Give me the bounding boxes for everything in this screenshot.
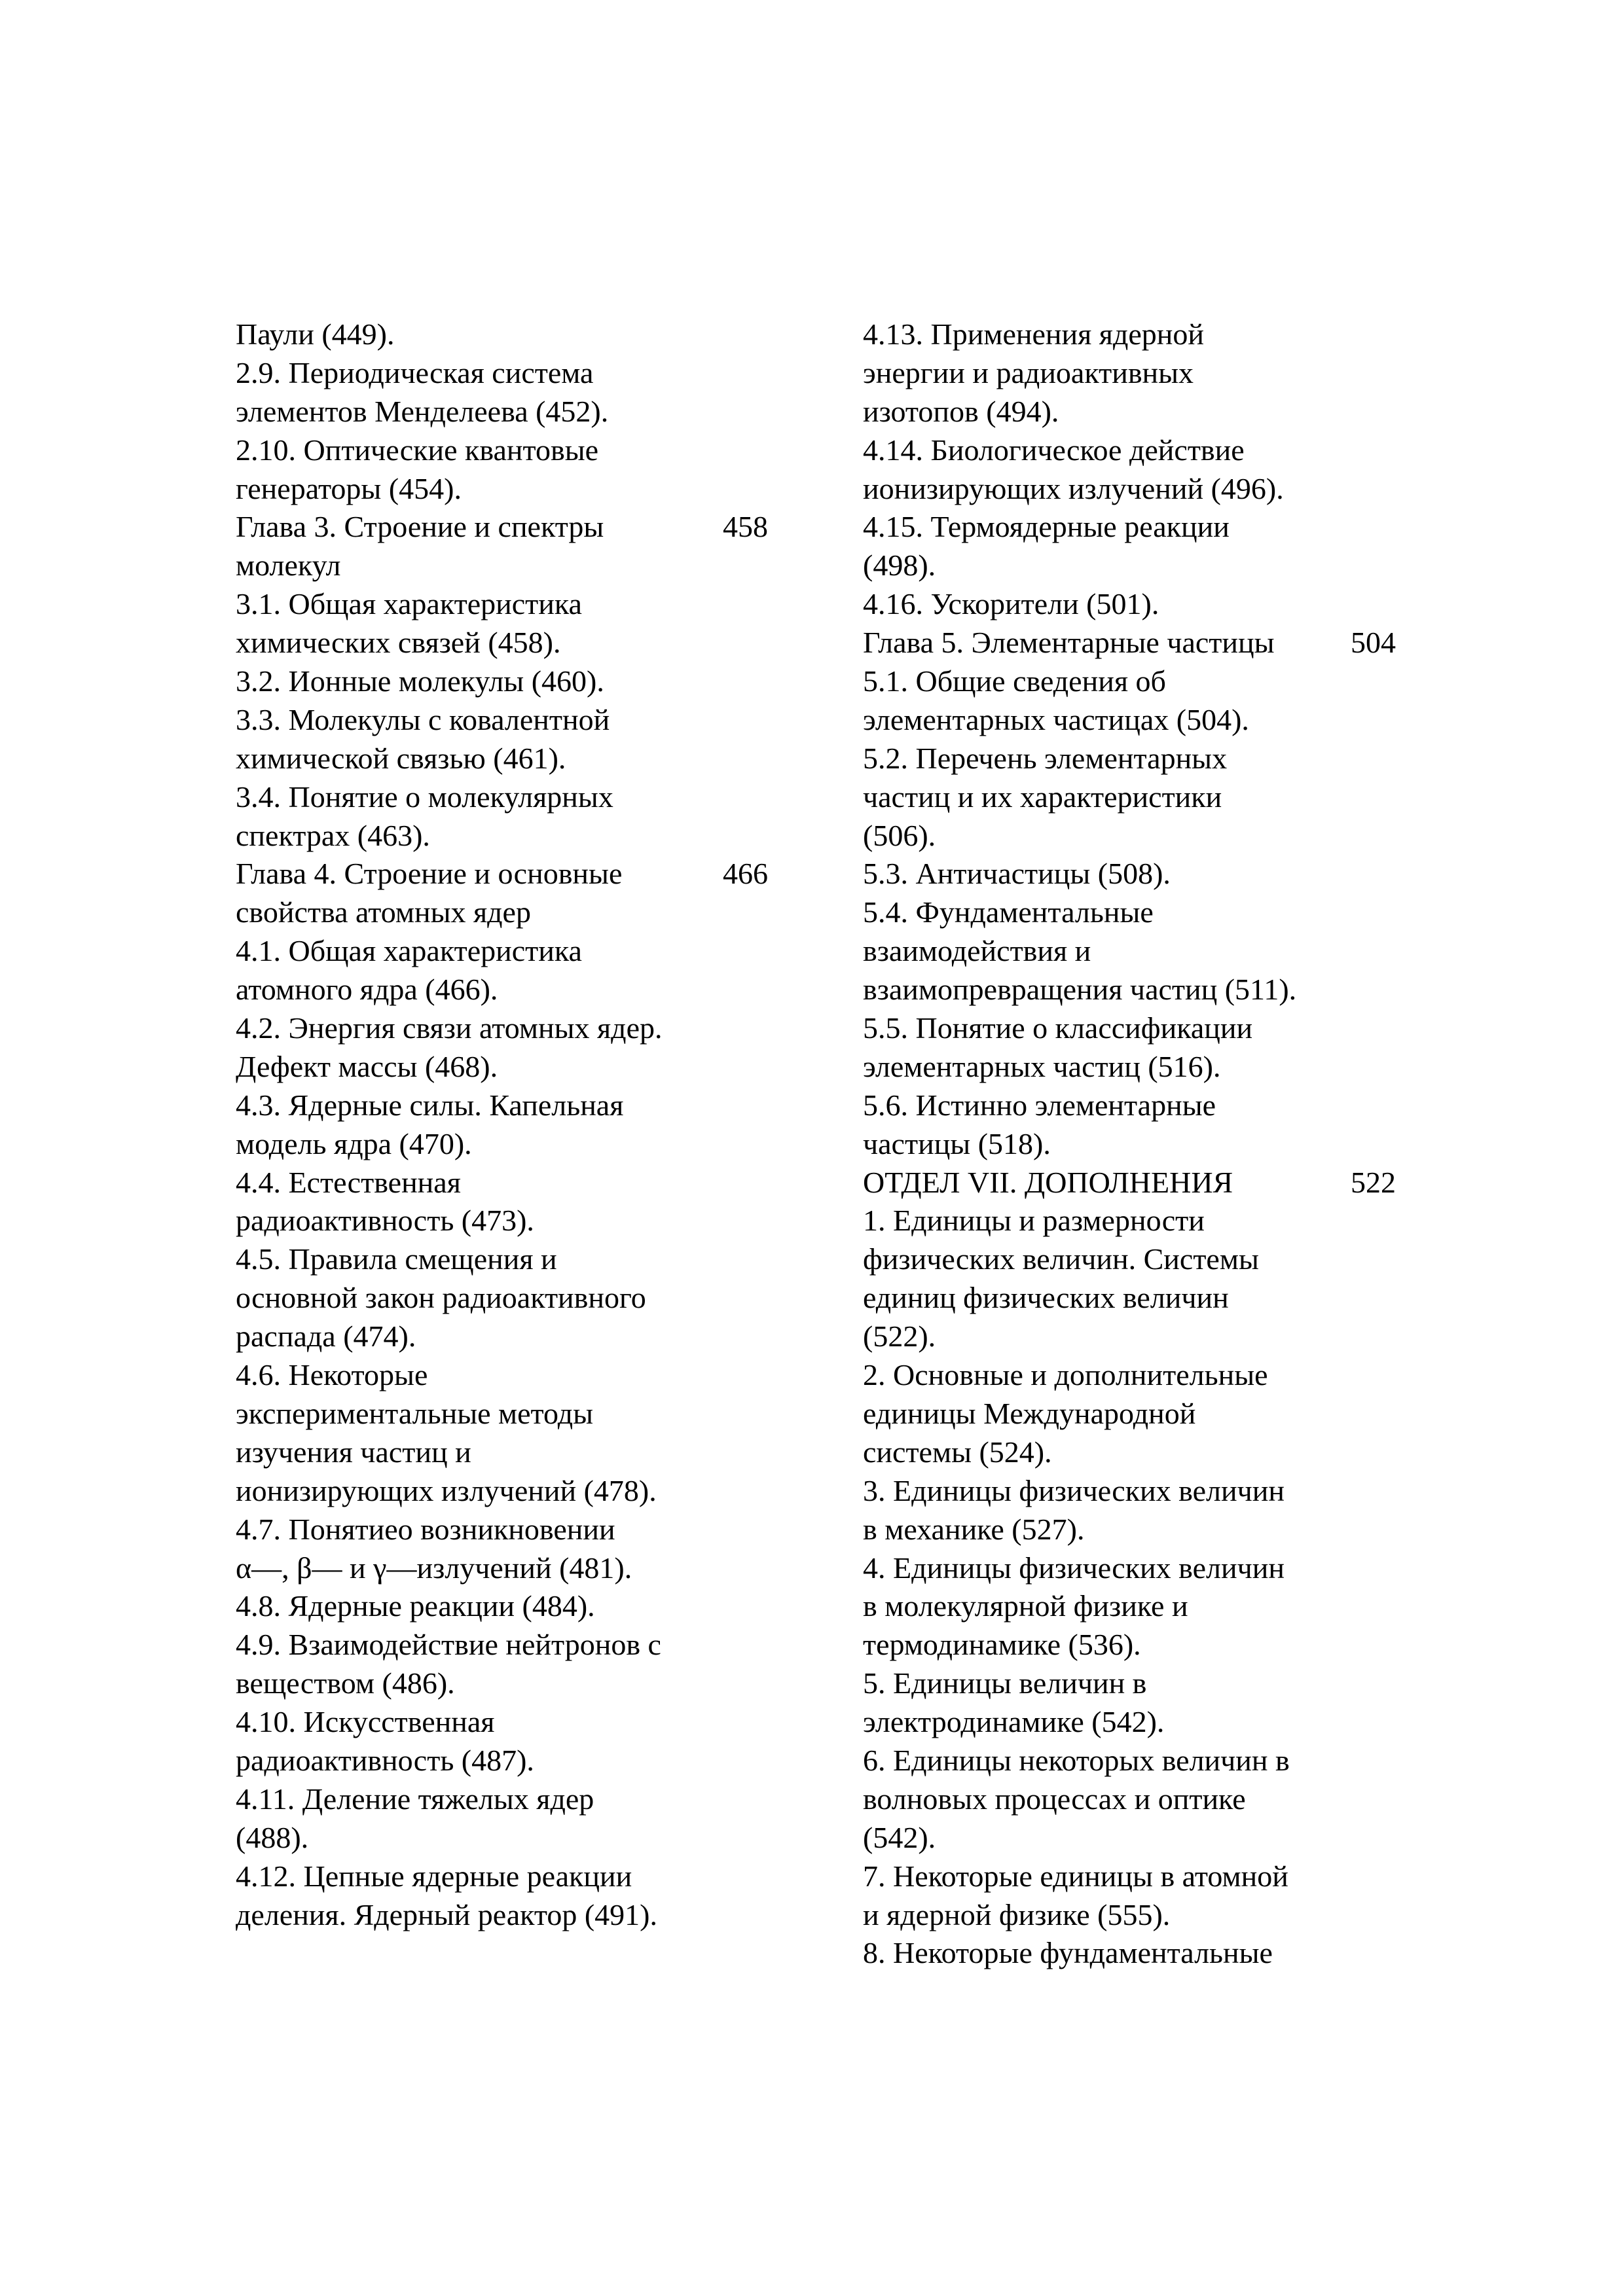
toc-line bbox=[863, 1433, 1426, 1472]
toc-line bbox=[236, 817, 799, 855]
toc-entry-text: энергии и радиоактивных bbox=[863, 355, 1194, 389]
toc-line bbox=[863, 1318, 1426, 1356]
toc-line bbox=[236, 662, 799, 701]
toc-entry-text: распада (474). bbox=[236, 1319, 416, 1354]
toc-entry-text: 1. Единицы и размерности bbox=[863, 1204, 1205, 1238]
toc-entry-text: Дефект массы (468). bbox=[236, 1049, 498, 1083]
toc-line bbox=[236, 1318, 799, 1356]
toc-line bbox=[236, 1086, 799, 1125]
toc-line bbox=[863, 1356, 1426, 1395]
toc-entry-text: электродинамике (542). bbox=[863, 1705, 1165, 1739]
toc-line bbox=[236, 1896, 799, 1935]
toc-line bbox=[236, 971, 799, 1009]
toc-entry-text: 3.3. Молекулы с ковалентной bbox=[236, 702, 610, 736]
toc-entry-text: физических величин. Системы bbox=[863, 1242, 1259, 1276]
toc-entry-text: (498). bbox=[863, 548, 936, 583]
toc-entry-text: 6. Единицы некоторых величин в bbox=[863, 1743, 1290, 1777]
toc-entry-text: Глава 3. Строение и спектры bbox=[236, 510, 604, 544]
toc-line bbox=[863, 662, 1426, 701]
toc-entry-text: 5.5. Понятие о классификации bbox=[863, 1011, 1253, 1045]
toc-line bbox=[236, 1819, 799, 1857]
toc-entry-text: элементарных частицах (504). bbox=[863, 702, 1249, 736]
toc-entry-text: α—, β— и γ—излучений (481). bbox=[236, 1551, 632, 1585]
toc-entry-text: молекул bbox=[236, 548, 341, 583]
toc-line bbox=[863, 470, 1426, 509]
toc-line bbox=[863, 1742, 1426, 1780]
toc-entry-text: атомного ядра (466). bbox=[236, 973, 498, 1007]
toc-line bbox=[236, 431, 799, 470]
toc-line bbox=[236, 470, 799, 509]
toc-line bbox=[236, 1279, 799, 1318]
toc-entry-text: 4.5. Правила смещения и bbox=[236, 1242, 557, 1276]
toc-line bbox=[863, 1202, 1426, 1240]
toc-entry-text: 4.1. Общая характеристика bbox=[236, 934, 582, 968]
toc-entry-text: химической связью (461). bbox=[236, 741, 566, 775]
toc-line bbox=[863, 1703, 1426, 1742]
toc-line bbox=[236, 624, 799, 662]
toc-entry-text: 3.1. Общая характеристика bbox=[236, 587, 582, 621]
toc-entry-text: системы (524). bbox=[863, 1435, 1052, 1469]
toc-entry-text: в механике (527). bbox=[863, 1512, 1085, 1546]
toc-entry-text: 4.15. Термоядерные реакции bbox=[863, 510, 1230, 544]
toc-line bbox=[236, 1433, 799, 1472]
toc-line bbox=[863, 1048, 1426, 1086]
toc-entry-text: 3. Единицы физических величин bbox=[863, 1473, 1285, 1507]
toc-entry-text: взаимопревращения частиц (511). bbox=[863, 973, 1297, 1007]
toc-entry-text: элементарных частиц (516). bbox=[863, 1049, 1221, 1083]
toc-entry-text: 3.2. Ионные молекулы (460). bbox=[236, 664, 604, 698]
toc-page-number: 522 bbox=[1351, 1165, 1396, 1199]
toc-entry-text: (522). bbox=[863, 1319, 936, 1354]
toc-line bbox=[236, 855, 799, 893]
toc-entry-text: 4.6. Некоторые bbox=[236, 1358, 428, 1392]
toc-entry-text: веществом (486). bbox=[236, 1666, 455, 1700]
toc-line bbox=[236, 1511, 799, 1549]
toc-entry-text: (488). bbox=[236, 1820, 309, 1854]
toc-entry-text: изотопов (494). bbox=[863, 394, 1059, 428]
toc-entry-text: 5.3. Античастицы (508). bbox=[863, 857, 1171, 891]
toc-entry-text: 2.9. Периодическая система bbox=[236, 355, 594, 389]
toc-entry-text: единицы Международной bbox=[863, 1396, 1196, 1430]
toc-line bbox=[236, 1664, 799, 1703]
toc-entry-text: ионизирующих излучений (496). bbox=[863, 471, 1284, 505]
toc-entry-text: (506). bbox=[863, 818, 936, 852]
toc-entry-text: в молекулярной физике и bbox=[863, 1589, 1188, 1623]
toc-line bbox=[863, 431, 1426, 470]
toc-line bbox=[863, 778, 1426, 817]
toc-line bbox=[236, 1742, 799, 1780]
toc-entry-text: и ядерной физике (555). bbox=[863, 1897, 1171, 1931]
toc-entry-text: 4.16. Ускорители (501). bbox=[863, 587, 1159, 621]
toc-line bbox=[863, 1472, 1426, 1511]
toc-line bbox=[236, 1009, 799, 1048]
toc-entry-text: термодинамике (536). bbox=[863, 1628, 1141, 1662]
toc-entry-text: единиц физических величин bbox=[863, 1281, 1229, 1315]
toc-line bbox=[236, 1240, 799, 1279]
toc-line bbox=[236, 354, 799, 393]
toc-entry-text: 7. Некоторые единицы в атомной bbox=[863, 1859, 1288, 1893]
toc-line bbox=[236, 508, 799, 547]
toc-entry-text: изучения частиц и bbox=[236, 1435, 471, 1469]
toc-line bbox=[863, 315, 1426, 354]
toc-line bbox=[236, 1780, 799, 1819]
toc-page-number: 466 bbox=[723, 857, 768, 891]
toc-entry-text: 4.9. Взаимодействие нейтронов с bbox=[236, 1628, 661, 1662]
toc-entry-text: волновых процессах и оптике bbox=[863, 1782, 1246, 1816]
toc-entry-text: экспериментальные методы bbox=[236, 1396, 594, 1430]
toc-line bbox=[863, 740, 1426, 778]
toc-line bbox=[236, 778, 799, 817]
toc-line bbox=[863, 1819, 1426, 1857]
toc-line bbox=[863, 1626, 1426, 1664]
toc-entry-text: 8. Некоторые фундаментальные bbox=[863, 1936, 1273, 1970]
toc-line bbox=[236, 315, 799, 354]
toc-line bbox=[863, 508, 1426, 547]
toc-entry-text: 4.13. Применения ядерной bbox=[863, 317, 1205, 351]
toc-line bbox=[863, 1857, 1426, 1896]
toc-line bbox=[236, 1703, 799, 1742]
toc-line bbox=[236, 1164, 799, 1202]
toc-entry-text: частиц и их характеристики bbox=[863, 780, 1222, 814]
toc-line bbox=[236, 893, 799, 932]
toc-line bbox=[236, 1549, 799, 1588]
toc-line bbox=[236, 1587, 799, 1626]
toc-entry-text: частицы (518). bbox=[863, 1126, 1051, 1160]
toc-entry-text: генераторы (454). bbox=[236, 471, 462, 505]
toc-entry-text: ОТДЕЛ VII. ДОПОЛНЕНИЯ bbox=[863, 1165, 1233, 1199]
toc-line bbox=[863, 1086, 1426, 1125]
toc-line bbox=[236, 1356, 799, 1395]
toc-entry-text: 5.6. Истинно элементарные bbox=[863, 1088, 1216, 1122]
toc-line bbox=[236, 585, 799, 624]
toc-entry-text: радиоактивность (487). bbox=[236, 1743, 534, 1777]
toc-line bbox=[236, 393, 799, 431]
toc-line bbox=[863, 701, 1426, 740]
toc-line bbox=[863, 1664, 1426, 1703]
toc-entry-text: свойства атомных ядер bbox=[236, 895, 531, 929]
toc-entry-text: радиоактивность (473). bbox=[236, 1204, 534, 1238]
toc-entry-text: 4.8. Ядерные реакции (484). bbox=[236, 1589, 595, 1623]
toc-line bbox=[236, 1857, 799, 1896]
toc-entry-text: спектрах (463). bbox=[236, 818, 430, 852]
toc-entry-text: 5.2. Перечень элементарных bbox=[863, 741, 1228, 775]
toc-entry-text: элементов Менделеева (452). bbox=[236, 394, 609, 428]
toc-entry-text: Паули (449). bbox=[236, 317, 395, 351]
toc-entry-text: 4. Единицы физических величин bbox=[863, 1551, 1285, 1585]
toc-line bbox=[863, 1549, 1426, 1588]
toc-line bbox=[236, 740, 799, 778]
toc-line bbox=[236, 1626, 799, 1664]
toc-line bbox=[236, 1395, 799, 1433]
toc-line bbox=[863, 817, 1426, 855]
toc-line bbox=[863, 1780, 1426, 1819]
toc-entry-text: 4.11. Деление тяжелых ядер bbox=[236, 1782, 594, 1816]
toc-entry-text: химических связей (458). bbox=[236, 626, 561, 660]
toc-entry-text: 2. Основные и дополнительные bbox=[863, 1358, 1268, 1392]
toc-line bbox=[863, 1896, 1426, 1935]
toc-line bbox=[236, 1125, 799, 1164]
toc-line bbox=[863, 1934, 1426, 1973]
toc-line bbox=[863, 1511, 1426, 1549]
toc-entry-text: 4.2. Энергия связи атомных ядер. bbox=[236, 1011, 663, 1045]
toc-line bbox=[863, 855, 1426, 893]
toc-entry-text: деления. Ядерный реактор (491). bbox=[236, 1897, 657, 1931]
toc-line bbox=[863, 624, 1426, 662]
toc-entry-text: (542). bbox=[863, 1820, 936, 1854]
toc-entry-text: Глава 4. Строение и основные bbox=[236, 857, 623, 891]
toc-line bbox=[863, 1240, 1426, 1279]
toc-line bbox=[236, 932, 799, 971]
toc-entry-text: модель ядра (470). bbox=[236, 1126, 472, 1160]
toc-right-column bbox=[863, 315, 1426, 1973]
toc-entry-text: 4.3. Ядерные силы. Капельная bbox=[236, 1088, 624, 1122]
toc-line bbox=[863, 971, 1426, 1009]
toc-entry-text: ионизирующих излучений (478). bbox=[236, 1473, 657, 1507]
toc-page-number: 504 bbox=[1351, 626, 1396, 660]
toc-entry-text: 2.10. Оптические квантовые bbox=[236, 433, 599, 467]
toc-line bbox=[863, 1395, 1426, 1433]
toc-line bbox=[863, 1587, 1426, 1626]
toc-entry-text: 4.10. Искусственная bbox=[236, 1705, 495, 1739]
toc-line bbox=[863, 1125, 1426, 1164]
toc-entry-text: 4.12. Цепные ядерные реакции bbox=[236, 1859, 632, 1893]
toc-line bbox=[236, 1048, 799, 1086]
toc-entry-text: взаимодействия и bbox=[863, 934, 1091, 968]
toc-entry-text: 3.4. Понятие о молекулярных bbox=[236, 780, 613, 814]
toc-entry-text: 5. Единицы величин в bbox=[863, 1666, 1147, 1700]
toc-entry-text: 5.1. Общие сведения об bbox=[863, 664, 1166, 698]
toc-entry-text: Глава 5. Элементарные частицы bbox=[863, 626, 1275, 660]
toc-line bbox=[863, 1164, 1426, 1202]
toc-line bbox=[863, 1009, 1426, 1048]
toc-entry-text: 4.7. Понятиео возникновении bbox=[236, 1512, 615, 1546]
toc-line bbox=[863, 932, 1426, 971]
toc-page-number: 458 bbox=[723, 510, 768, 544]
toc-line bbox=[236, 701, 799, 740]
toc-left-column bbox=[236, 315, 799, 1934]
toc-line bbox=[863, 1279, 1426, 1318]
toc-line bbox=[863, 393, 1426, 431]
toc-entry-text: 4.4. Естественная bbox=[236, 1165, 461, 1199]
toc-line bbox=[863, 893, 1426, 932]
toc-entry-text: 4.14. Биологическое действие bbox=[863, 433, 1245, 467]
toc-line bbox=[236, 1202, 799, 1240]
toc-line bbox=[236, 547, 799, 585]
toc-entry-text: 5.4. Фундаментальные bbox=[863, 895, 1154, 929]
toc-line bbox=[863, 354, 1426, 393]
toc-entry-text: основной закон радиоактивного bbox=[236, 1281, 646, 1315]
toc-line bbox=[863, 585, 1426, 624]
toc-line bbox=[863, 547, 1426, 585]
toc-line bbox=[236, 1472, 799, 1511]
